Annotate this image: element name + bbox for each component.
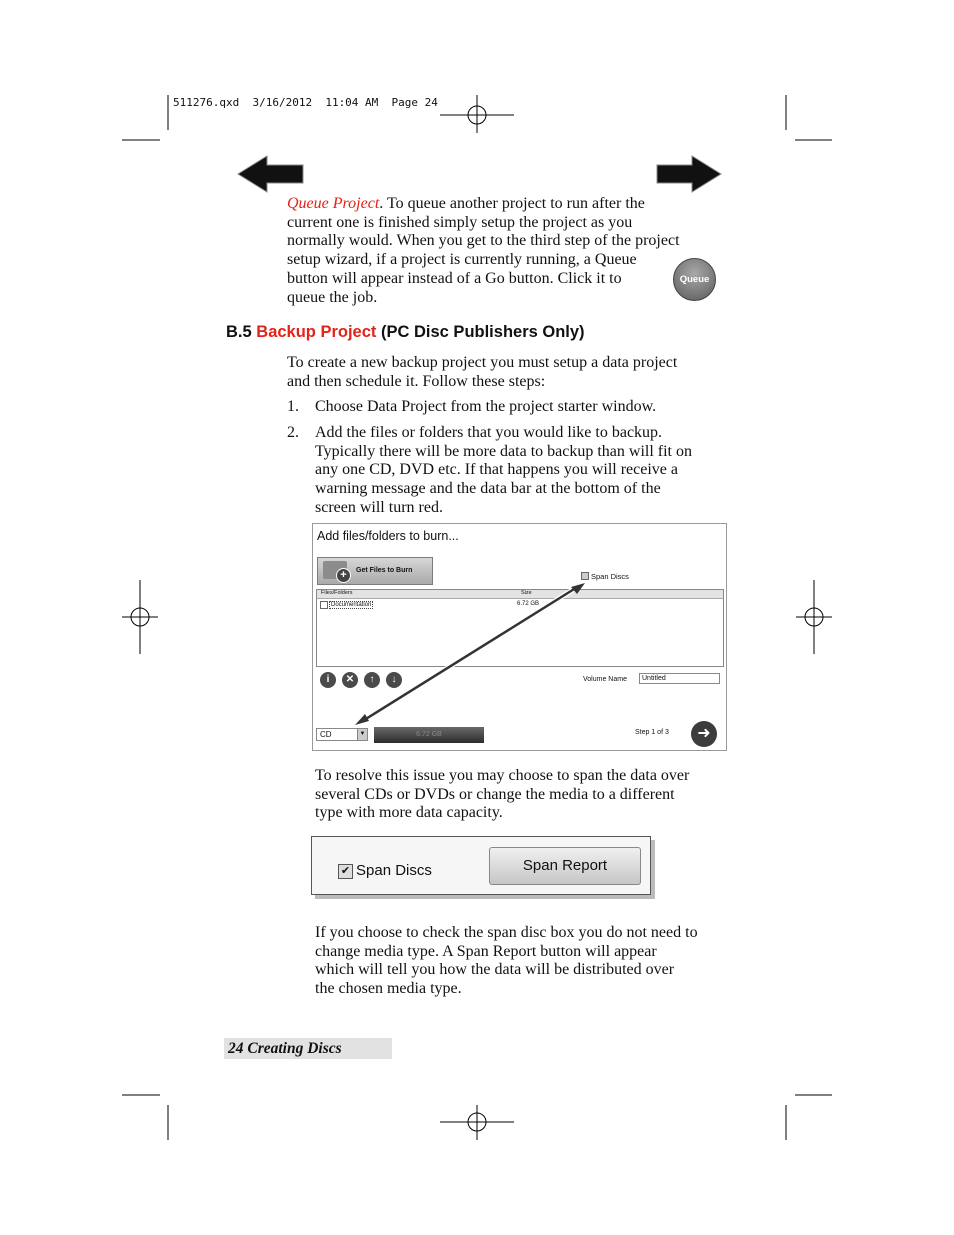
step-indicator: Step 1 of 3 [635, 729, 669, 736]
add-files-screenshot [312, 523, 727, 751]
list-item: 2. Add the files or folders that you would like to backup. Typically there will be more data to backup than will fit on any one CD, DVD etc. If that happens you will receive a warning message and the data bar at the bottom of the screen will turn red. [287, 424, 692, 516]
queue-paragraph: Queue Project. To queue another project to run after the current one is finished simply setup the project as you normally would. When you get to the third step of the project setup wizard, if a project is currently running, a Queue button will appear instead of a Go button. Click it to queue the job. [287, 195, 680, 306]
span-discs-checkbox-large[interactable]: ✔ [338, 864, 353, 879]
span-discs-label: Span Discs [356, 862, 432, 879]
page-footer: 24 Creating Discs [224, 1038, 392, 1059]
media-select[interactable]: CD ▼ [316, 728, 368, 741]
move-down-icon[interactable]: ↓ [386, 672, 402, 688]
queue-term: Queue Project [287, 195, 380, 212]
span-discs-checkbox[interactable]: Span Discs [581, 572, 629, 581]
move-up-icon[interactable]: ↑ [364, 672, 380, 688]
info-icon[interactable]: i [320, 672, 336, 688]
get-files-button[interactable]: + Get Files to Burn [317, 557, 433, 585]
next-page-arrow-icon[interactable] [655, 155, 723, 193]
closing-paragraph: If you choose to check the span disc box you do not need to change media type. A Span Report button will appear which will tell you how the data will be distributed over the chosen media type. [315, 924, 698, 998]
section-heading: B.5 Backup Project (PC Disc Publishers Only) [226, 323, 585, 341]
volume-name-label: Volume Name [583, 676, 627, 683]
file-list-header: Files/Folders Size [317, 590, 723, 599]
file-slug: 511276.qxd 3/16/2012 11:04 AM Page 24 [173, 96, 438, 109]
previous-page-arrow-icon[interactable] [237, 155, 305, 193]
next-arrow-button[interactable]: ➜ [691, 721, 717, 747]
screenshot-title: Add files/folders to burn... [317, 529, 459, 543]
resolve-paragraph: To resolve this issue you may choose to span the data over several CDs or DVDs or change the media to a different type with more data capacity. [315, 767, 690, 822]
volume-name-input[interactable]: Untitled [639, 673, 720, 684]
intro-paragraph: To create a new backup project you must setup a data project and then schedule it. Follow these steps: [287, 354, 678, 390]
table-row[interactable]: Documentation 6.72 GB [317, 599, 723, 609]
remove-icon[interactable]: ✕ [342, 672, 358, 688]
span-report-button[interactable]: Span Report [489, 847, 641, 885]
list-item: 1. Choose Data Project from the project starter window. [287, 398, 657, 415]
span-discs-screenshot [311, 836, 651, 895]
data-bar: 6.72 GB [374, 727, 484, 743]
plus-icon: + [336, 568, 351, 583]
queue-button[interactable]: Queue [673, 258, 716, 301]
chevron-down-icon: ▼ [357, 729, 367, 740]
annotation-arrow [313, 524, 726, 750]
